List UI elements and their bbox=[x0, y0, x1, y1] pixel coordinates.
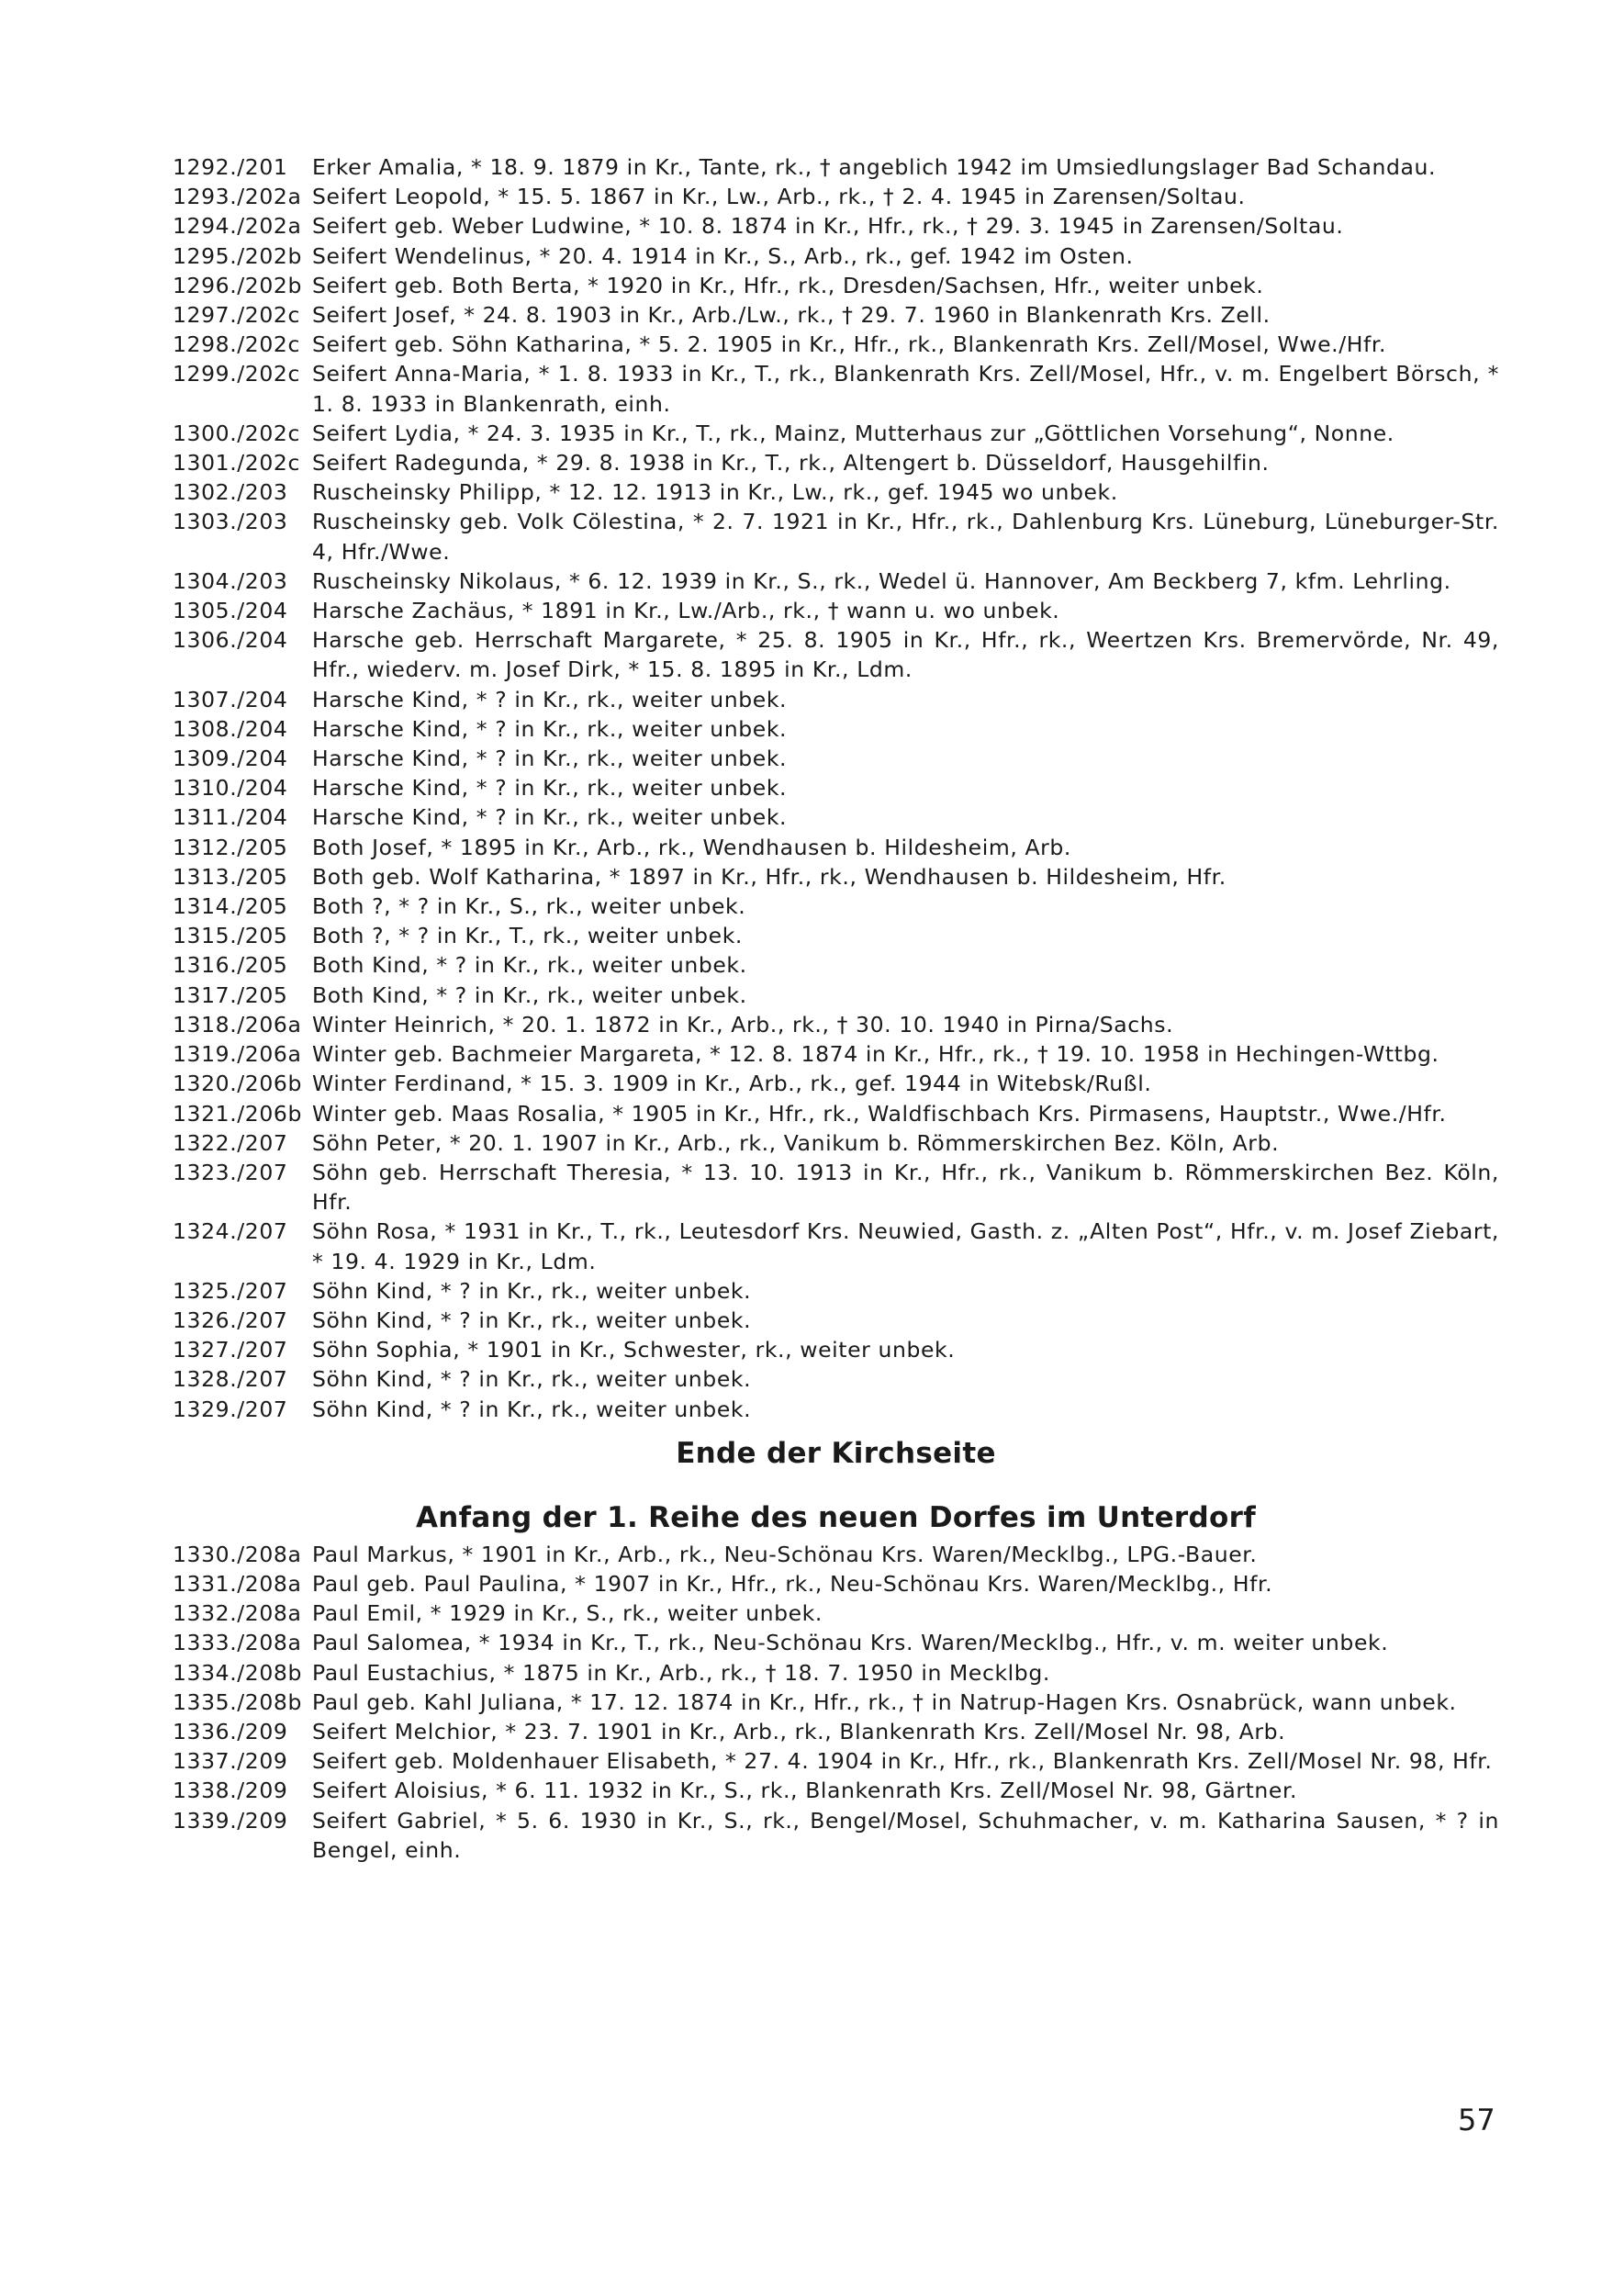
list-item bbox=[173, 1217, 1499, 1275]
entry-text: Seifert Aloisius, * 6. 11. 1932 in Kr., S., rk., Blankenrath Krs. Zell/Mosel Nr. 98, Gärtner. bbox=[312, 1778, 1298, 1804]
list-item bbox=[173, 1776, 1499, 1805]
entry-number: 1339./209 bbox=[173, 1807, 288, 1834]
list-item bbox=[173, 1688, 1499, 1717]
entry-text: Paul Eustachius, * 1875 in Kr., Arb., rk., † 18. 7. 1950 in Mecklbg. bbox=[312, 1659, 1050, 1686]
entry-number: 1315./205 bbox=[173, 923, 288, 949]
entry-text: Seifert Josef, * 24. 8. 1903 in Kr., Arb./Lw., rk., † 29. 7. 1960 in Blankenrath Krs. Zell. bbox=[312, 302, 1271, 329]
list-item bbox=[173, 892, 1499, 921]
list-item bbox=[173, 833, 1499, 862]
entry-number: 1326./207 bbox=[173, 1307, 288, 1333]
entry-text: Seifert Wendelinus, * 20. 4. 1914 in Kr., S., Arb., rk., gef. 1942 im Osten. bbox=[312, 242, 1134, 269]
entry-number: 1336./209 bbox=[173, 1718, 288, 1744]
entry-number: 1298./202c bbox=[173, 331, 300, 358]
entry-text: Seifert Lydia, * 24. 3. 1935 in Kr., T., rk., Mainz, Mutterhaus zur „Göttlichen Vorsehung“, Nonne. bbox=[312, 420, 1394, 446]
list-item bbox=[173, 330, 1499, 359]
entry-number: 1331./208a bbox=[173, 1570, 302, 1597]
entry-number: 1308./204 bbox=[173, 715, 288, 742]
entry-text: Harsche Kind, * ? in Kr., rk., weiter unbek. bbox=[312, 804, 788, 831]
entry-number: 1297./202c bbox=[173, 302, 300, 329]
list-item bbox=[173, 714, 1499, 744]
entry-text: Seifert geb. Weber Ludwine, * 10. 8. 1874 in Kr., Hfr., rk., † 29. 3. 1945 in Zarensen/Soltau. bbox=[312, 213, 1344, 240]
list-item bbox=[173, 419, 1499, 448]
entry-number: 1321./206b bbox=[173, 1100, 302, 1127]
list-item bbox=[173, 921, 1499, 950]
entry-text: Harsche Kind, * ? in Kr., rk., weiter unbek. bbox=[312, 775, 788, 802]
entry-text: Both ?, * ? in Kr., T., rk., weiter unbek. bbox=[312, 923, 743, 949]
entry-number: 1318./206a bbox=[173, 1011, 302, 1038]
list-item bbox=[173, 802, 1499, 832]
list-item bbox=[173, 271, 1499, 300]
entry-number: 1311./204 bbox=[173, 804, 288, 831]
entry-text: Ruscheinsky geb. Volk Cölestina, * 2. 7. 1921 in Kr., Hfr., rk., Dahlenburg Krs. Lüneburg, Lüneburger-Str. 4, Hfr./Wwe. bbox=[312, 509, 1499, 565]
entry-text: Söhn Kind, * ? in Kr., rk., weiter unbek. bbox=[312, 1396, 752, 1422]
entry-text: Seifert Leopold, * 15. 5. 1867 in Kr., Lw., Arb., rk., † 2. 4. 1945 in Zarensen/Soltau. bbox=[312, 184, 1246, 210]
page-content bbox=[173, 152, 1499, 1865]
entry-text: Winter geb. Maas Rosalia, * 1905 in Kr., Hfr., rk., Waldfischbach Krs. Pirmasens, Hauptstr., Wwe./Hfr. bbox=[312, 1100, 1447, 1127]
entry-number: 1334./208b bbox=[173, 1659, 302, 1686]
entry-number: 1307./204 bbox=[173, 686, 288, 712]
list-item bbox=[173, 448, 1499, 477]
entry-text: Söhn Peter, * 20. 1. 1907 in Kr., Arb., rk., Vanikum b. Römmerskirchen Bez. Köln, Arb. bbox=[312, 1129, 1280, 1156]
list-item bbox=[173, 1658, 1499, 1688]
entry-text: Winter geb. Bachmeier Margareta, * 12. 8. 1874 in Kr., Hfr., rk., † 19. 10. 1958 in Hechingen-Wttbg. bbox=[312, 1041, 1439, 1068]
entry-text: Both ?, * ? in Kr., S., rk., weiter unbek. bbox=[312, 893, 746, 920]
list-item bbox=[173, 152, 1499, 182]
entry-text: Paul Emil, * 1929 in Kr., S., rk., weiter unbek. bbox=[312, 1600, 823, 1627]
entry-text: Harsche Kind, * ? in Kr., rk., weiter unbek. bbox=[312, 715, 788, 742]
entry-number: 1332./208a bbox=[173, 1600, 302, 1627]
entry-text: Harsche geb. Herrschaft Margarete, * 25. 8. 1905 in Kr., Hfr., rk., Weertzen Krs. Bremervörde, Nr. 49, Hfr., wiederv. m. Josef Dirk, * 15. 8. 1895 in Kr., Ldm. bbox=[312, 627, 1499, 683]
entry-number: 1306./204 bbox=[173, 627, 288, 654]
entry-text: Söhn Kind, * ? in Kr., rk., weiter unbek. bbox=[312, 1277, 752, 1304]
entry-list-unterdorf bbox=[173, 1540, 1499, 1865]
entry-text: Winter Heinrich, * 20. 1. 1872 in Kr., Arb., rk., † 30. 10. 1940 in Pirna/Sachs. bbox=[312, 1011, 1174, 1038]
list-item bbox=[173, 241, 1499, 271]
list-item bbox=[173, 596, 1499, 625]
list-item bbox=[173, 950, 1499, 980]
entry-text: Paul geb. Paul Paulina, * 1907 in Kr., Hfr., rk., Neu-Schönau Krs. Waren/Mecklbg., Hfr. bbox=[312, 1570, 1273, 1597]
entry-text: Seifert Melchior, * 23. 7. 1901 in Kr., Arb., rk., Blankenrath Krs. Zell/Mosel Nr. 98, Arb. bbox=[312, 1718, 1286, 1744]
entry-text: Harsche Zachäus, * 1891 in Kr., Lw./Arb., rk., † wann u. wo unbek. bbox=[312, 598, 1060, 624]
entry-number: 1333./208a bbox=[173, 1630, 302, 1656]
list-item bbox=[173, 1099, 1499, 1128]
list-item bbox=[173, 1540, 1499, 1569]
entry-number: 1293./202a bbox=[173, 184, 302, 210]
entry-number: 1338./209 bbox=[173, 1778, 288, 1804]
entry-number: 1317./205 bbox=[173, 981, 288, 1008]
entry-text: Paul Salomea, * 1934 in Kr., T., rk., Neu-Schönau Krs. Waren/Mecklbg., Hfr., v. m. weiter unbek. bbox=[312, 1630, 1389, 1656]
list-item bbox=[173, 1158, 1499, 1217]
entry-number: 1314./205 bbox=[173, 893, 288, 920]
entry-text: Ruscheinsky Philipp, * 12. 12. 1913 in Kr., Lw., rk., gef. 1945 wo unbek. bbox=[312, 479, 1118, 506]
entry-text: Harsche Kind, * ? in Kr., rk., weiter unbek. bbox=[312, 686, 788, 712]
entry-text: Seifert geb. Both Berta, * 1920 in Kr., Hfr., rk., Dresden/Sachsen, Hfr., weiter unbek. bbox=[312, 272, 1264, 298]
entry-number: 1322./207 bbox=[173, 1129, 288, 1156]
entry-text: Söhn Kind, * ? in Kr., rk., weiter unbek. bbox=[312, 1366, 752, 1393]
entry-text: Both Kind, * ? in Kr., rk., weiter unbek. bbox=[312, 952, 747, 979]
entry-number: 1335./208b bbox=[173, 1688, 302, 1715]
entry-text: Both geb. Wolf Katharina, * 1897 in Kr., Hfr., rk., Wendhausen b. Hildesheim, Hfr. bbox=[312, 863, 1226, 890]
entry-text: Söhn Kind, * ? in Kr., rk., weiter unbek. bbox=[312, 1307, 752, 1333]
entry-text: Paul geb. Kahl Juliana, * 17. 12. 1874 in Kr., Hfr., rk., † in Natrup-Hagen Krs. Osnabrück, wann unbek. bbox=[312, 1688, 1457, 1715]
entry-number: 1292./201 bbox=[173, 154, 288, 180]
entry-number: 1316./205 bbox=[173, 952, 288, 979]
entry-number: 1305./204 bbox=[173, 598, 288, 624]
entry-number: 1294./202a bbox=[173, 213, 302, 240]
list-item bbox=[173, 625, 1499, 684]
entry-number: 1301./202c bbox=[173, 450, 300, 477]
entry-number: 1320./206b bbox=[173, 1071, 302, 1097]
entry-number: 1319./206a bbox=[173, 1041, 302, 1068]
list-item bbox=[173, 1628, 1499, 1657]
list-item bbox=[173, 359, 1499, 418]
list-item bbox=[173, 773, 1499, 802]
entry-number: 1313./205 bbox=[173, 863, 288, 890]
entry-text: Söhn Rosa, * 1931 in Kr., T., rk., Leutesdorf Krs. Neuwied, Gasth. z. „Alten Post“, Hfr., v. m. Josef Ziebart, * 19. 4. 1929 in Kr., Ldm. bbox=[312, 1218, 1499, 1274]
entry-text: Erker Amalia, * 18. 9. 1879 in Kr., Tante, rk., † angeblich 1942 im Umsiedlungslager Bad Schandau. bbox=[312, 154, 1437, 180]
list-item bbox=[173, 1306, 1499, 1335]
list-item bbox=[173, 1717, 1499, 1746]
list-item bbox=[173, 1569, 1499, 1598]
section-heading-end: Ende der Kirchseite bbox=[676, 1436, 996, 1470]
list-item bbox=[173, 1276, 1499, 1306]
entry-text: Söhn Sophia, * 1901 in Kr., Schwester, rk., weiter unbek. bbox=[312, 1337, 956, 1363]
entry-text: Seifert geb. Söhn Katharina, * 5. 2. 1905 in Kr., Hfr., rk., Blankenrath Krs. Zell/Mosel, Wwe./Hfr. bbox=[312, 331, 1387, 358]
entry-number: 1300./202c bbox=[173, 420, 300, 446]
list-item bbox=[173, 1746, 1499, 1776]
entry-text: Harsche Kind, * ? in Kr., rk., weiter unbek. bbox=[312, 746, 788, 772]
list-item bbox=[173, 1069, 1499, 1098]
entry-number: 1328./207 bbox=[173, 1366, 288, 1393]
list-item bbox=[173, 1128, 1499, 1158]
entry-text: Seifert geb. Moldenhauer Elisabeth, * 27. 4. 1904 in Kr., Hfr., rk., Blankenrath Krs. Zell/Mosel Nr. 98, Hfr. bbox=[312, 1748, 1493, 1775]
list-item bbox=[173, 507, 1499, 566]
entry-number: 1323./207 bbox=[173, 1159, 288, 1185]
entry-number: 1324./207 bbox=[173, 1218, 288, 1245]
entry-number: 1327./207 bbox=[173, 1337, 288, 1363]
entry-number: 1295./202b bbox=[173, 242, 302, 269]
entry-text: Paul Markus, * 1901 in Kr., Arb., rk., Neu-Schönau Krs. Waren/Mecklbg., LPG.-Bauer. bbox=[312, 1541, 1258, 1567]
entry-text: Seifert Gabriel, * 5. 6. 1930 in Kr., S., rk., Bengel/Mosel, Schuhmacher, v. m. Katharina Sausen, * ? in Bengel, einh. bbox=[312, 1807, 1499, 1863]
entry-number: 1329./207 bbox=[173, 1396, 288, 1422]
list-item bbox=[173, 1598, 1499, 1628]
list-item bbox=[173, 211, 1499, 241]
entry-number: 1330./208a bbox=[173, 1541, 302, 1567]
entry-text: Söhn geb. Herrschaft Theresia, * 13. 10. 1913 in Kr., Hfr., rk., Vanikum b. Römmerskirchen Bez. Köln, Hfr. bbox=[312, 1159, 1499, 1216]
entry-text: Both Josef, * 1895 in Kr., Arb., rk., Wendhausen b. Hildesheim, Arb. bbox=[312, 834, 1071, 860]
entry-text: Ruscheinsky Nikolaus, * 6. 12. 1939 in Kr., S., rk., Wedel ü. Hannover, Am Beckberg 7, kfm. Lehrling. bbox=[312, 567, 1451, 594]
list-item bbox=[173, 477, 1499, 507]
entry-number: 1303./203 bbox=[173, 509, 288, 535]
list-item bbox=[173, 744, 1499, 773]
entry-number: 1309./204 bbox=[173, 746, 288, 772]
entry-number: 1296./202b bbox=[173, 272, 302, 298]
entry-text: Seifert Anna-Maria, * 1. 8. 1933 in Kr., T., rk., Blankenrath Krs. Zell/Mosel, Hfr., v. m. Engelbert Börsch, * 1. 8. 1933 in Blankenrath, einh. bbox=[312, 361, 1499, 417]
list-item bbox=[173, 182, 1499, 211]
list-item bbox=[173, 1395, 1499, 1424]
entry-text: Winter Ferdinand, * 15. 3. 1909 in Kr., Arb., rk., gef. 1944 in Witebsk/Rußl. bbox=[312, 1071, 1152, 1097]
entry-number: 1337./209 bbox=[173, 1748, 288, 1775]
entry-number: 1299./202c bbox=[173, 361, 300, 387]
entry-number: 1302./203 bbox=[173, 479, 288, 506]
list-item bbox=[173, 862, 1499, 892]
list-item bbox=[173, 685, 1499, 714]
list-item bbox=[173, 300, 1499, 330]
entry-number: 1312./205 bbox=[173, 834, 288, 860]
list-item bbox=[173, 1364, 1499, 1394]
entry-number: 1310./204 bbox=[173, 775, 288, 802]
list-item bbox=[173, 1806, 1499, 1865]
list-item bbox=[173, 566, 1499, 596]
entry-text: Both Kind, * ? in Kr., rk., weiter unbek. bbox=[312, 981, 747, 1008]
entry-text: Seifert Radegunda, * 29. 8. 1938 in Kr., T., rk., Altengert b. Düsseldorf, Hausgehilfin. bbox=[312, 450, 1270, 477]
list-item bbox=[173, 1010, 1499, 1039]
list-item bbox=[173, 981, 1499, 1010]
list-item bbox=[173, 1335, 1499, 1364]
entry-list-kirchseite bbox=[173, 152, 1499, 1424]
section-heading-start: Anfang der 1. Reihe des neuen Dorfes im Unterdorf bbox=[415, 1500, 1256, 1534]
entry-number: 1304./203 bbox=[173, 567, 288, 594]
entry-number: 1325./207 bbox=[173, 1277, 288, 1304]
page-number: 57 bbox=[1458, 2103, 1495, 2137]
list-item bbox=[173, 1039, 1499, 1069]
